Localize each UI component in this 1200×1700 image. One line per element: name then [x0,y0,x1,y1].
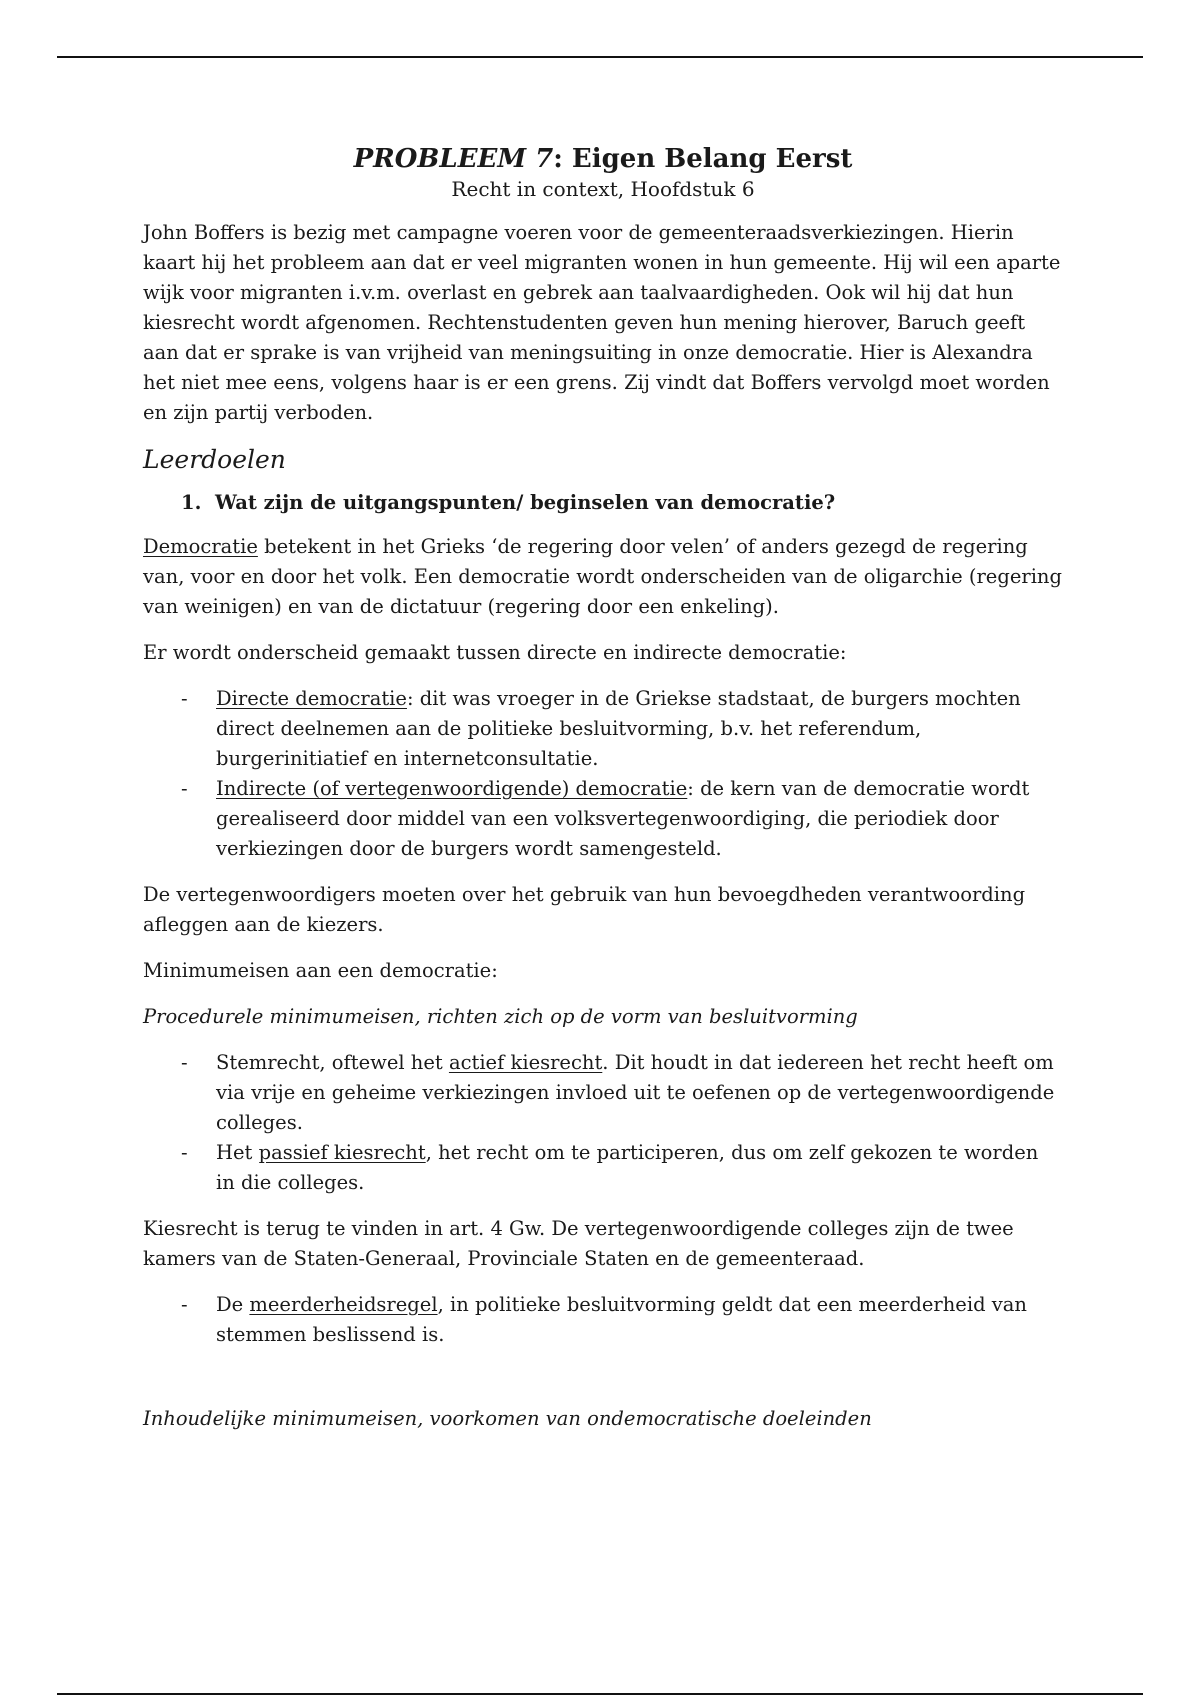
section-heading-leerdoelen: Leerdoelen [143,445,286,474]
list-item-text: : dit was vroeger in de Griekse stadstaat, de burgers mochten direct deelnemen aan de politieke besluitvorming, b.v. het referendum, burgerinitiatief en internetconsultatie. [216,687,1021,770]
list-item-text: , in politieke besluitvorming geldt dat een meerderheid van stemmen beslissend is. [216,1293,1027,1346]
term-actief-kiesrecht: actief kiesrecht [448,1051,603,1074]
paragraph-kiesrecht: Kiesrecht is terug te vinden in art. 4 Gw. De vertegenwoordigende colleges zijn de twee kamers van de Staten-Generaal, Provinciale Staten en de gemeenteraad. [143,1217,1014,1270]
list-item-pre: Stemrecht, oftewel het [216,1051,449,1074]
intro-paragraph: John Boffers is bezig met campagne voeren voor de gemeenteraadsverkiezingen. Hierin kaart hij het probleem aan dat er veel migranten wonen in hun gemeente. Hij wil een aparte wijk voor migranten i.v.m. overlast en gebrek aan taalvaardigheden. Ook wil hij dat hun kiesrecht wordt afgenomen. Rechtenstudenten geven hun mening hierover, Baruch geeft aan dat er sprake is van vrijheid van meningsuiting in onze democratie. Hier is Alexandra het niet mee eens, volgens haar is er een grens. Zij vindt dat Boffers vervolgd moet worden en zijn partij verboden. [143,221,1061,424]
spacer [143,1366,1063,1404]
substantive-heading: Inhoudelijke minimumeisen, voorkomen van ondemocratische doeleinden [143,1407,872,1430]
page-subtitle: Recht in context, Hoofdstuk 6 [451,177,755,201]
paragraph-democratie [143,532,1063,622]
question-1 [143,488,1063,518]
list-procedural-requirements [143,1048,1063,1198]
list-majority-rule [143,1290,1063,1350]
list-item-pre: Het [216,1141,259,1164]
term-democratie: Democratie [143,535,258,558]
term-directe-democratie: Directe democratie [216,687,407,710]
paragraph-onderscheid: Er wordt onderscheid gemaakt tussen directe en indirecte democratie: [143,641,847,664]
title-label: PROBLEEM 7 [353,144,554,174]
list-democracy-types [143,684,1063,864]
list-item [143,774,1063,864]
list-item-text: . Dit houdt in dat iedereen het recht heeft om via vrije en geheime verkiezingen invloed uit te oefenen op de vertegenwoordigende colleges. [216,1051,1055,1134]
term-indirecte-democratie: Indirecte (of vertegenwoordigende) democratie [216,777,688,800]
paragraph-democratie-text: betekent in het Grieks ‘de regering door velen’ of anders gezegd de regering van, voor en door het volk. Een democratie wordt onderscheiden van de oligarchie (regering van weinigen) en van de dictatuur (regering door een enkeling). [143,535,1062,618]
top-rule [57,56,1143,58]
question-number: 1. [181,491,202,514]
page-title [143,142,1063,176]
list-item-text: : de kern van de democratie wordt gerealiseerd door middel van een volksvertegenwoordiging, die periodiek door verkiezingen door de burgers wordt samengesteld. [216,777,1030,860]
term-passief-kiesrecht: passief kiesrecht [258,1141,426,1164]
paragraph-vertegenwoordigers: De vertegenwoordigers moeten over het gebruik van hun bevoegdheden verantwoording afleggen aan de kiezers. [143,883,1026,936]
document-page [143,142,1063,1450]
list-item [143,1290,1063,1350]
list-item [143,1138,1063,1198]
procedural-heading: Procedurele minimumeisen, richten zich op de vorm van besluitvorming [143,1005,858,1028]
paragraph-minimumeisen: Minimumeisen aan een democratie: [143,959,498,982]
question-text: Wat zijn de uitgangspunten/ beginselen van democratie? [215,491,836,514]
list-item [143,684,1063,774]
list-item-text: , het recht om te participeren, dus om zelf gekozen te worden in die colleges. [216,1141,1039,1194]
title-rest: : Eigen Belang Eerst [553,144,853,174]
list-item-pre: De [216,1293,250,1316]
bottom-rule [57,1693,1143,1695]
term-meerderheidsregel: meerderheidsregel [249,1293,438,1316]
list-item [143,1048,1063,1138]
